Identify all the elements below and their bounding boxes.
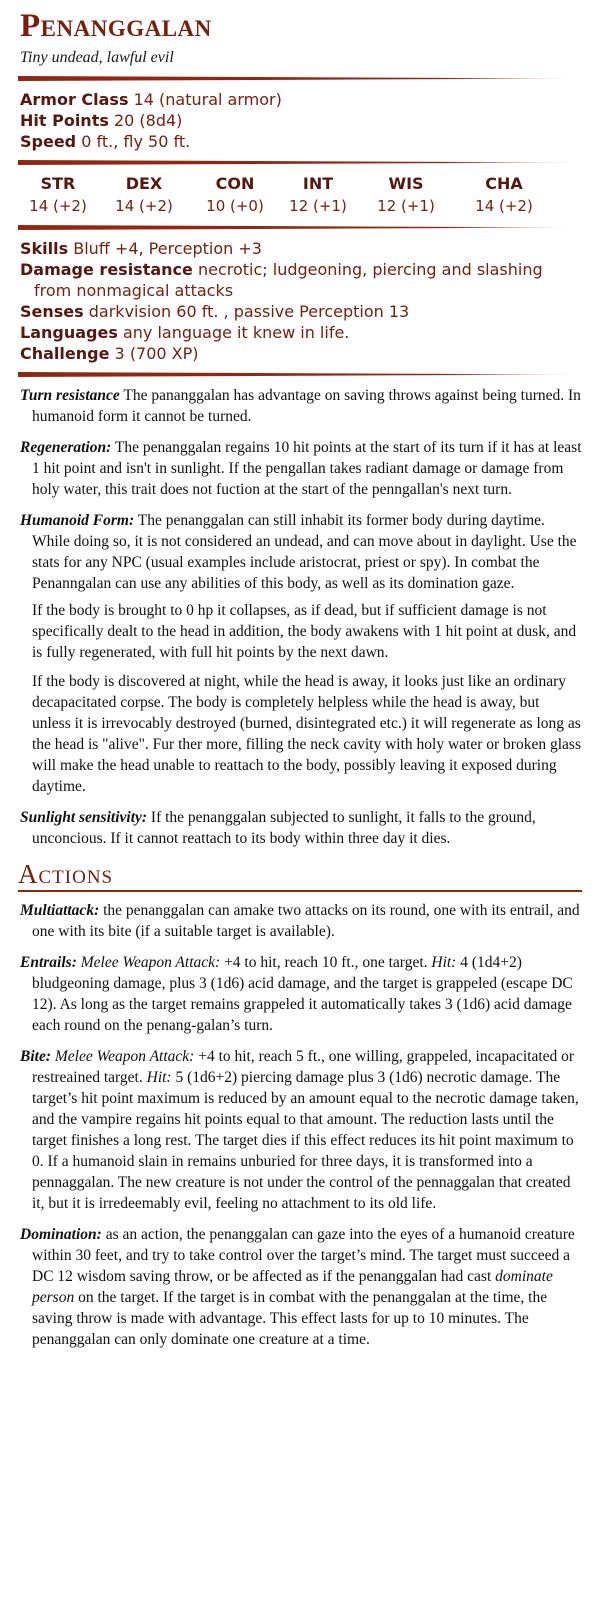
armor-class-value: 14 (natural armor): [133, 90, 282, 109]
action-entrails: [20, 952, 582, 1036]
action-name: Multiattack:: [20, 902, 100, 919]
ability-str: [20, 173, 96, 217]
languages-label: Languages: [20, 323, 118, 342]
attack-type: Melee Weapon Attack:: [80, 954, 221, 971]
traits: [20, 385, 582, 849]
speed-value: 0 ft., fly 50 ft.: [81, 132, 191, 151]
action-text: on the target. If the target is in combat with the penanggalan at the time, the saving throw is made with advantage. This effect lasts for up to 10 minutes. The penanggalan can only dominate one creature at a time.: [32, 1289, 548, 1348]
ability-name: STR: [40, 174, 76, 193]
action-name: Domination:: [20, 1226, 102, 1243]
ability-name: INT: [302, 174, 334, 193]
challenge-label: Challenge: [20, 344, 110, 363]
ability-int: [278, 173, 358, 217]
ability-name: CON: [215, 174, 255, 193]
ability-name: WIS: [388, 174, 424, 193]
skills-label: Skills: [20, 239, 69, 258]
action-name: Bite:: [20, 1048, 51, 1065]
damage-resistance-value: necrotic; ludgeoning, piercing and slashing from nonmagical attacks: [34, 260, 543, 300]
hit-points-value: 20 (8d4): [113, 111, 183, 130]
attack-type: Melee Weapon Attack:: [54, 1048, 195, 1065]
divider: [18, 225, 584, 230]
divider: [18, 372, 584, 377]
senses-label: Senses: [20, 302, 84, 321]
ability-value: 14 (+2): [115, 197, 173, 215]
action-text: as an action, the penanggalan can gaze into the eyes of a humanoid creature within 30 feet, and try to take control over the target’s mind. The target must succeed a DC 12 wisdom saving throw, or be affected as if the penanggalan had cast: [32, 1226, 575, 1285]
hit-points: [20, 110, 582, 131]
armor-class-label: Armor Class: [20, 90, 129, 109]
properties: [20, 238, 582, 364]
ability-scores: [20, 173, 582, 217]
divider: [18, 76, 584, 81]
senses-value: darkvision 60 ft. , passive Perception 13: [88, 302, 410, 321]
ability-wis: [358, 173, 454, 217]
ability-value: 14 (+2): [29, 197, 87, 215]
challenge-value: 3 (700 XP): [114, 344, 199, 363]
trait-text: The penanggalan regains 10 hit points at the start of its turn if it has at least 1 hit point and isn't in sunlight. If the pengallan takes radiant damage or damage from holy water, this trait does not fuction at the start of the penngallan's next turn.: [32, 439, 582, 498]
senses: [20, 301, 582, 322]
trait-humanoid-form: [20, 510, 582, 594]
ability-value: 12 (+1): [289, 197, 347, 215]
divider: [18, 160, 584, 165]
damage-resistance-label: Damage resistance: [20, 260, 193, 279]
creature-name: Penanggalan: [20, 8, 212, 44]
ability-name: DEX: [125, 174, 163, 193]
action-multiattack: [20, 900, 582, 942]
speed: [20, 131, 582, 152]
ability-value: 14 (+2): [475, 197, 533, 215]
hit-label: Hit:: [146, 1069, 172, 1086]
hit-label: Hit:: [431, 954, 457, 971]
actions: [20, 900, 582, 1350]
challenge: [20, 343, 582, 364]
action-text: +4 to hit, reach 5 ft., one willing, grappeled, incapacitated or restreained target.: [32, 1048, 575, 1086]
action-domination: [20, 1224, 582, 1350]
action-text: 5 (1d6+2) piercing damage plus 3 (1d6) necrotic damage. The target’s hit point maximum is reduced by an amount equal to the necrotic damage taken, and the vampire regains hit points equal to that amount. The reduction lasts until the target finishes a long rest. The target dies if this effect reduces its hit point maximum to 0. If a humanoid slain in remains unburied for three days, it is transformed into a pennaggalan. The new creature is not under the control of the pennaggalan that created it, but it is irredeemably evil, feeling no attachment to its old life.: [32, 1069, 579, 1212]
trait-name: Regeneration:: [20, 439, 112, 456]
action-text: 4 (1d4+2) bludgeoning damage, plus 3 (1d6) acid damage, and the target is grappeled (escape DC 12). As long as the target remains grappeled it automatically takes 3 (1d6) acid damage each round on the penang-galan’s turn.: [32, 954, 573, 1034]
trait-text: The pananggalan has advantage on saving throws against being turned. In humanoid form it cannot be turned.: [32, 387, 581, 425]
damage-resistance: [20, 259, 582, 301]
actions-heading: Actions: [18, 859, 582, 892]
trait-turn-resistance: [20, 385, 582, 427]
ability-name: CHA: [485, 174, 523, 193]
ability-value: 12 (+1): [377, 197, 435, 215]
speed-label: Speed: [20, 132, 77, 151]
action-name: Entrails:: [20, 954, 77, 971]
ability-con: [192, 173, 278, 217]
spell-name: dominate person: [32, 1268, 553, 1306]
action-bite: [20, 1046, 582, 1214]
trait-name: Humanoid Form:: [20, 512, 135, 529]
trait-name: Turn resistance: [20, 387, 120, 404]
languages: [20, 322, 582, 343]
trait-text: If the penanggalan subjected to sunlight, it falls to the ground, unconcious. If it cannot reattach to its body within three day it dies.: [32, 809, 536, 847]
skills-value: Bluff +4, Perception +3: [73, 239, 262, 258]
action-text: the penanggalan can amake two attacks on its round, one with its entrail, and one with its bite (if a suitable target is available).: [32, 902, 580, 940]
trait-regeneration: [20, 437, 582, 500]
trait-sunlight-sensitivity: [20, 807, 582, 849]
action-text: +4 to hit, reach 10 ft., one target.: [224, 954, 428, 971]
armor-class: [20, 89, 582, 110]
trait-name: Sunlight sensitivity:: [20, 809, 148, 826]
ability-cha: [454, 173, 554, 217]
creature-type: Tiny undead, lawful evil: [20, 49, 174, 66]
skills: [20, 238, 582, 259]
trait-text: The penanggalan can still inhabit its former body during daytime. While doing so, it is not considered an undead, and can move about in daylight. Use the stats for any NPC (usual examples include aristocrat, priest or spy). In combat the Penanngalan can use any abilities of this body, as well as its domination gaze.: [32, 512, 577, 592]
basic-stats: [20, 89, 582, 152]
hit-points-label: Hit Points: [20, 111, 109, 130]
trait-humanoid-form-p3: If the body is discovered at night, while the head is away, it looks just like an ordinary decapacitated corpse. The body is completely helpless while the head is away, but unless it is irrevocably destroyed (burned, disintegrated etc.) it will regenerate as long as the head is "alive". Fur ther more, filling the neck cavity with holy water or broken glass will make the head unable to reattach to the body, possibly leaving it exposed during daytime.: [32, 673, 581, 795]
languages-value: any language it knew in life.: [122, 323, 350, 342]
trait-humanoid-form-p2: If the body is brought to 0 hp it collapses, as if dead, but if sufficient damage is not specifically dealt to the head in addition, the body awakens with 1 hit point at dusk, and is fully regenerated, with full hit points by the next dawn.: [32, 602, 577, 661]
ability-value: 10 (+0): [206, 197, 264, 215]
ability-dex: [96, 173, 192, 217]
